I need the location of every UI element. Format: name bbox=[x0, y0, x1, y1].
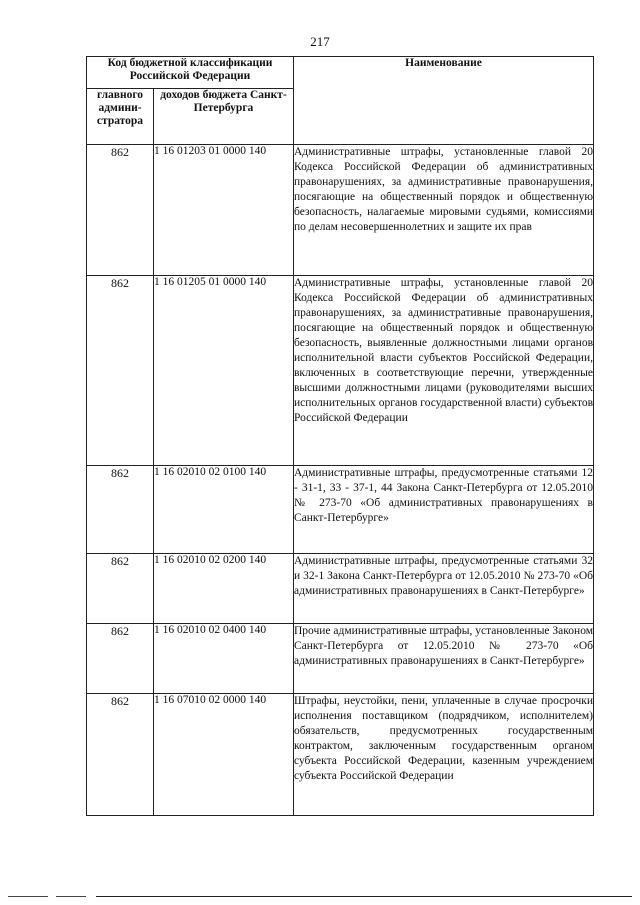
revenue-code-cell: 1 16 01203 01 0000 140 bbox=[154, 145, 294, 276]
admin-code-cell: 862 bbox=[87, 554, 154, 624]
admin-code-cell: 862 bbox=[87, 466, 154, 554]
revenue-code-cell: 1 16 01205 01 0000 140 bbox=[154, 276, 294, 466]
footer-dash bbox=[96, 896, 632, 897]
table-row bbox=[87, 554, 594, 624]
table-row bbox=[87, 145, 594, 276]
revenue-name-cell: Прочие административные штрафы, установленные Законом Санкт-Петербурга от 12.05.2010 № 273-70 «Об административных правонарушениях в Санкт-Петербурге» bbox=[294, 624, 594, 694]
header-revenue-code: доходов бюджета Санкт-Петербурга bbox=[154, 89, 294, 145]
footer-dash bbox=[56, 896, 86, 897]
revenue-name-cell: Административные штрафы, предусмотренные статьями 12 - 31-1, 33 - 37-1, 44 Закона Санкт-Петербурга от 12.05.2010 № 273-70 «Об административных правонарушениях в Санкт-Петербурге» bbox=[294, 466, 594, 554]
header-budget-code-group: Код бюджетной классификации Российской Федерации bbox=[87, 57, 294, 89]
header-name: Наименование bbox=[294, 57, 594, 145]
admin-code-cell: 862 bbox=[87, 694, 154, 816]
page-number: 217 bbox=[310, 34, 330, 49]
table-row bbox=[87, 624, 594, 694]
footer-scan-line bbox=[0, 896, 640, 898]
admin-code-cell: 862 bbox=[87, 145, 154, 276]
revenue-code-cell: 1 16 07010 02 0000 140 bbox=[154, 694, 294, 816]
revenue-name-cell: Административные штрафы, установленные главой 20 Кодекса Российской Федерации об административных правонарушениях, за административные правонарушения, посягающие на общественный порядок и общественную безопасность, выявленные должностными лицами органов исполнительной власти субъектов Российской Федерации, включенных в соответствующие перечни, утвержденные высшими должностными лицами (руководителями высших исполнительных органов государственной власти) субъектов Российской Федерации bbox=[294, 276, 594, 466]
revenue-name-cell: Административные штрафы, установленные главой 20 Кодекса Российской Федерации об административных правонарушениях, за административные правонарушения, посягающие на общественный порядок и общественную безопасность, налагаемые мировыми судьями, комиссиями по делам несовершеннолетних и защите их прав bbox=[294, 145, 594, 276]
table-row bbox=[87, 276, 594, 466]
revenue-name-cell: Штрафы, неустойки, пени, уплаченные в случае просрочки исполнения поставщиком (подрядчиком, исполнителем) обязательств, предусмотренных государственным контрактом, заключенным государственным органом субъекта Российской Федерации, казенным учреждением субъекта Российской Федерации bbox=[294, 694, 594, 816]
revenue-code-cell: 1 16 02010 02 0400 140 bbox=[154, 624, 294, 694]
revenue-code-cell: 1 16 02010 02 0200 140 bbox=[154, 554, 294, 624]
table-row bbox=[87, 694, 594, 816]
revenue-name-cell: Административные штрафы, предусмотренные статьями 32 и 32-1 Закона Санкт-Петербурга от 12.05.2010 № 273-70 «Об административных правонарушениях в Санкт-Петербурге» bbox=[294, 554, 594, 624]
revenue-code-cell: 1 16 02010 02 0100 140 bbox=[154, 466, 294, 554]
table-row bbox=[87, 466, 594, 554]
admin-code-cell: 862 bbox=[87, 624, 154, 694]
footer-dash bbox=[8, 896, 48, 897]
admin-code-cell: 862 bbox=[87, 276, 154, 466]
header-chief-administrator: главного админи-стратора bbox=[87, 89, 154, 145]
budget-classification-table bbox=[86, 56, 594, 816]
